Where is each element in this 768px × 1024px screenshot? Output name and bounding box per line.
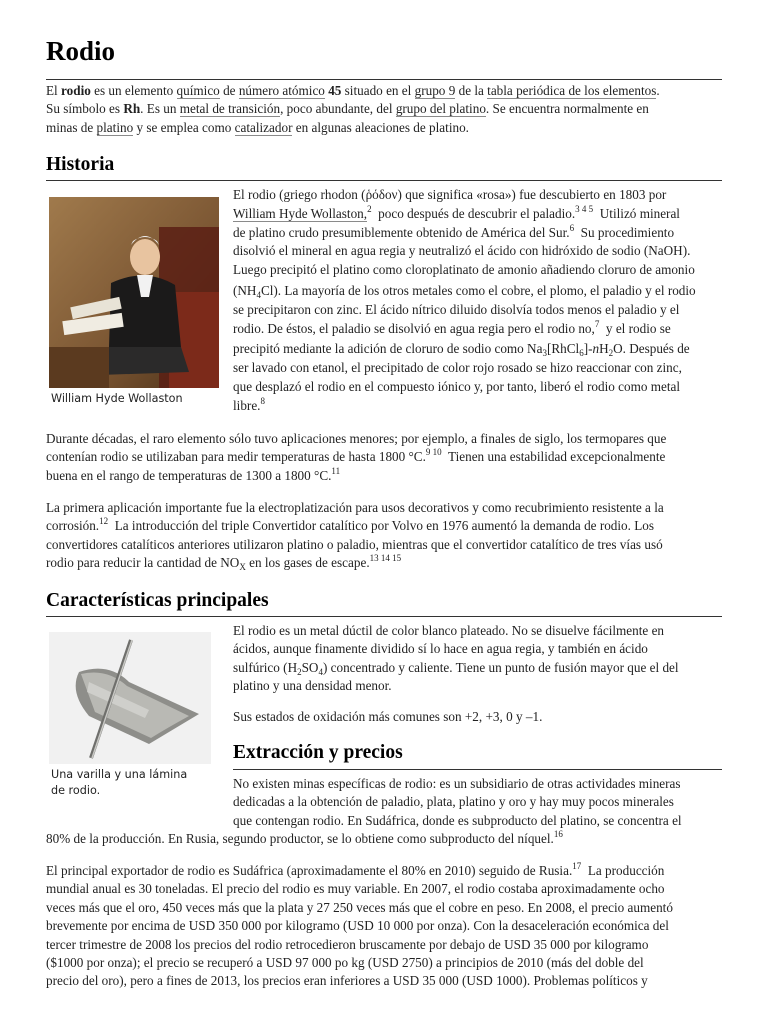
extraccion-rule xyxy=(233,769,722,770)
heading-historia: Historia xyxy=(46,154,115,175)
caracteristicas-rule xyxy=(46,616,722,617)
link-numero-atomico[interactable]: número atómico xyxy=(238,83,325,98)
extraccion-fullwidth-line: 80% de la producción. En Rusia, segundo productor, se lo obtiene como subproducto del níquel.$^{16}$ xyxy=(46,829,563,846)
caracteristicas-text: El rodio es un metal dúctil de color blanco plateado. No se disuelve fácilmente en ácidos, aunque finamente dividido sí lo hace en agua regia, y también en ácido sulfúrico $(H_2SO_4)$ concentrado y caliente. Tiene un punto de fusión mayor que el del platino y una densidad menor. xyxy=(233,623,679,694)
link-wollaston[interactable]: William Hyde Wollaston, xyxy=(233,205,368,221)
link-platino[interactable]: platino xyxy=(96,119,134,135)
portrait-caption: William Hyde Wollaston xyxy=(51,392,183,405)
heading-extraccion: Extracción y precios xyxy=(233,742,403,763)
title-rule xyxy=(46,79,722,80)
rhodium-image xyxy=(49,632,211,764)
rhodium-sample-image[interactable] xyxy=(49,632,211,764)
link-metal-transicion[interactable]: metal de transición xyxy=(179,101,281,117)
heading-caracteristicas: Características principales xyxy=(46,590,269,611)
extraccion-side-text: No existen minas específicas de rodio: es un subsidiario de otras actividades mineras dedicadas a la obtención de paladio, plata, platino y oro y hay muy pocos minerales que contengan rodio. En Sudáfrica, donde es subproducto del platino, se concentra el xyxy=(233,776,682,828)
historia-rule xyxy=(46,180,722,181)
page-title: Rodio xyxy=(46,36,116,66)
rhodium-caption: Una varilla y una lámina de rodio. xyxy=(51,768,188,797)
extraccion-paragraph-2: El principal exportador de rodio es Sudáfrica (aproximadamente el 80% en 2010) seguido de Rusia.$^{17}$ La producción mundial anual es 30 toneladas. El precio del rodio es muy variable. En 2007, el rodio costaba aproximadamente ocho veces más que el oro, 450 veces más que la plata y 27 250 veces más que el cobre en peso. En 2008, el precio aumentó brevemente por encima de USD 350 000 por kilogramo (USD 10 000 por onza). Con la desaceleración económica del tercer trimestre de 2008 los precios del rodio retrocedieron bruscamente por debajo de USD 35 000 por kilogramo ($1000 por onza); el precio se recuperó a USD 97 000 po kg (USD 2750) a principios de 2010 (más del doble del precio del oro), pero a fines de 2013, los precios eran inferiores a USD 35 000 (USD 1000). Problemas políticos y xyxy=(46,861,673,989)
historia-side-text: El rodio (griego rhodon (ῥόδον) que significa «rosa») fue descubierto en 1803 por William Hyde Wollaston,$^2$ poco después de descubrir el paladio.$^{3 4 5}$ Utilizó mineral de platino crudo presumiblemente obtenido de América del Sur.$^6$ Su procedimiento disolvió el mineral en agua regia y neutralizó el ácido con hidróxido de sodio (NaOH). Luego precipitó el platino como cloroplatinato de amonio añadiendo cloruro de amonio $(NH_4Cl)$. La mayoría de los otros metales como el cobre, el plomo, el paladio y el rodio se precipitaron con zinc. El ácido nítrico diluido disolvía todos menos el paladio y el rodio. De éstos, el paladio se disolvió en agua regia pero el rodio no,$^7$ y el rodio se precipitó mediante la adición de cloruro de sodio como $Na_3[RhCl_6]-nH_2O$. Después de ser lavado con etanol, el precipitado de color rojo rosado se hizo reaccionar con zinc, que desplazó el rodio en el compuesto iónico y, por tanto, liberó el rodio como metal libre.$^8$ xyxy=(233,187,696,413)
link-catalizador[interactable]: catalizador xyxy=(234,119,293,135)
link-tabla-periodica[interactable]: tabla periódica de los elementos xyxy=(487,83,657,98)
historia-paragraph-2: Durante décadas, el raro elemento sólo tuvo aplicaciones menores; por ejemplo, a finales de siglo, los termopares que contenían rodio se utilizaban para medir temperaturas de hasta 1800 °C.$^{9 10}$ Tienen una estabilidad excepcionalmente buena en el rango de temperaturas de 1300 a 1800 °C.$^{11}$ xyxy=(46,431,667,483)
wollaston-portrait[interactable] xyxy=(49,197,219,388)
portrait-image xyxy=(49,197,219,388)
link-grupo-9[interactable]: grupo 9 xyxy=(414,83,456,98)
link-quimico[interactable]: químico xyxy=(176,83,220,98)
oxidation-states-text: Sus estados de oxidación más comunes son +2, +3, 0 y –1. xyxy=(233,709,543,724)
link-grupo-platino[interactable]: grupo del platino xyxy=(395,101,486,117)
intro-paragraph: El rodio es un elemento químico de número atómico 45 situado en el grupo 9 de la tabla periódica de los elementos. Su símbolo es Rh. Es un metal de transición, poco abundante, del grupo del platino. Se encuentra normalmente en minas de platino y se emplea como catalizador en algunas aleaciones de platino. xyxy=(46,83,660,135)
historia-paragraph-3: La primera aplicación importante fue la electroplatización para usos decorativos y como recubrimiento resistente a la corrosión.$^{12}$ La introducción del triple Convertidor catalítico por Volvo en 1976 aumentó la demanda de rodio. Los convertidores catalíticos anteriores utilizaron platino o paladio, mientras que el convertidor catalítico de tres vías usó rodio para reducir la cantidad de $NO_X$ en los gases de escape.$^{13 14 15}$ xyxy=(46,500,664,573)
